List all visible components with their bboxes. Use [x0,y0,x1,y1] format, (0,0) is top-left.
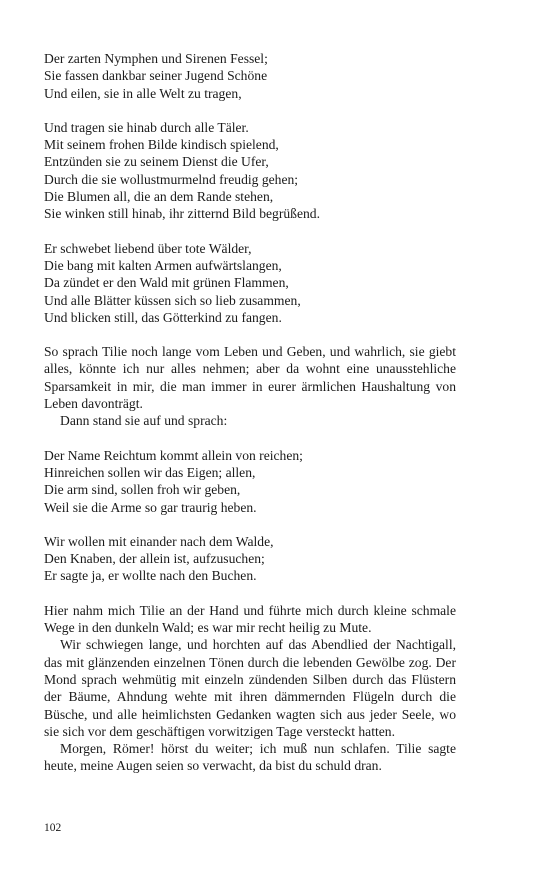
prose-paragraph: So sprach Tilie noch lange vom Leben und Geben, und wahrlich, sie giebt alles, könnte ich nur alles nehmen; aber da wohnt eine unausstehliche Sparsamkeit in mir, die man immer in eurer ärmlichen Haushaltung von Leben davonträgt. [44,344,456,412]
prose-paragraph: Wir schwiegen lange, und horchten auf das Abendlied der Nachtigall, das mit glänzenden einzelnen Tönen durch die lebenden Gewölbe zog. Der Mond sprach wehmütig mit einzeln zündenden Silben durch das Flüstern der Bäume, Ahndung wehte mit ihren dämmernden Flügeln durch die Büsche, und alle heimlichsten Gedanken wagten sich aus jeder Seele, wo sie sich vor dem geschäftigen vorwitzigen Tage versteckt hatten. [44,637,456,739]
poem-line: Der zarten Nymphen und Sirenen Fessel; [44,51,268,66]
poem-line: Er sagte ja, er wollte nach den Buchen. [44,568,257,584]
prose-paragraph: Hier nahm mich Tilie an der Hand und führte mich durch kleine schmale Wege in den dunkeln Wald; es war mir recht heilig zu Mute. [44,602,456,636]
poem-line: Die arm sind, sollen froh wir geben, [44,482,241,498]
poem-stanza [44,447,456,516]
prose-paragraph: Dann stand sie auf und sprach: [60,413,228,429]
poem-line: Die Blumen all, die an dem Rande stehen, [44,189,274,205]
page-text [44,50,456,792]
poem-line: Und alle Blätter küssen sich so lieb zusammen, [44,292,301,308]
poem-line: Durch die sie wollustmurmelnd freudig gehen; [44,171,299,187]
poem-line: Hinreichen sollen wir das Eigen; allen, [44,464,256,480]
prose-section [44,343,456,429]
poem-line: Und tragen sie hinab durch alle Täler. [44,119,249,135]
poem-stanza [44,533,456,585]
poem-stanza [44,119,456,223]
poem-line: Der Name Reichtum kommt allein von reichen; [44,447,303,463]
page-number: 102 [44,822,62,834]
poem-line: Den Knaben, der allein ist, aufzusuchen; [44,551,265,567]
poem-stanza [44,240,456,326]
poem-line: Weil sie die Arme so gar traurig heben. [44,499,257,515]
prose-section [44,602,456,775]
poem-line: Sie winken still hinab, ihr zitternd Bild begrüßend. [44,206,320,222]
poem-line: Wir wollen mit einander nach dem Walde, [44,533,274,549]
poem-line: Und eilen, sie in alle Welt zu tragen, [44,85,242,101]
prose-paragraph: Morgen, Römer! hörst du weiter; ich muß nun schlafen. Tilie sagte heute, meine Augen seien so verwacht, da bist du schuld dran. [44,741,456,774]
poem-line: Die bang mit kalten Armen aufwärtslangen, [44,257,282,273]
poem-stanza [44,50,456,102]
poem-line: Sie fassen dankbar seiner Jugend Schöne [44,68,268,84]
poem-line: Da zündet er den Wald mit grünen Flammen, [44,275,289,291]
poem-line: Mit seinem frohen Bilde kindisch spielend, [44,137,279,153]
poem-line: Entzünden sie zu seinem Dienst die Ufer, [44,154,269,170]
poem-line: Er schwebet liebend über tote Wälder, [44,240,252,256]
poem-line: Und blicken still, das Götterkind zu fangen. [44,309,282,325]
